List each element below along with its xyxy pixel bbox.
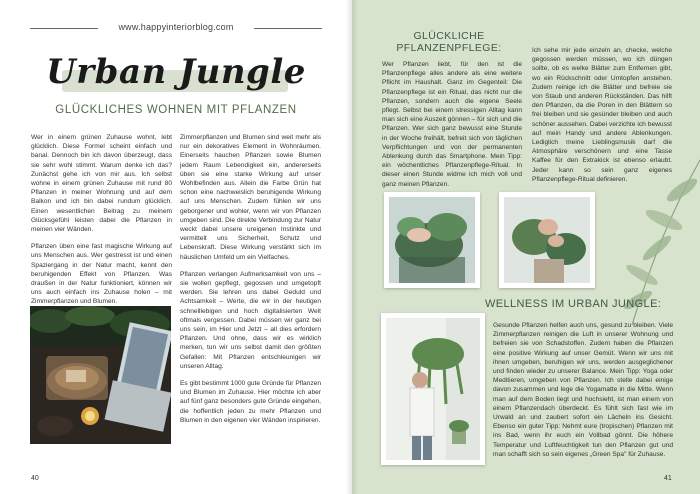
leaf-cleaning-illustration [389, 197, 475, 283]
site-url: www.happyinteriorblog.com [118, 22, 234, 32]
page-number-left: 40 [31, 475, 39, 482]
left-column-2 [180, 133, 321, 433]
page-title: Urban Jungle [46, 52, 306, 92]
paragraph: Zimmerpflanzen und Blumen sind weit mehr als nur ein dekoratives Element in Wohnräumen. Einerseits hauchen Pflanzen sowie Blumen jedem Raum Lebendigkeit ein, andererseits üben sie eine starke Wirkung auf unser Wohlbefinden aus. Allein die Farbe Grün hat schon eine nachweislich beruhigende Wirkung auf uns Menschen. Zudem fühlen wir uns geborgener und wohler, wenn wir von Pflanzen umgeben sind. Die direkte Verbindung zur Natur weckt dabei unsere ureigenen Instinkte und vermittelt uns Sicherheit, Schutz und Lebenskraft. Diese Wirkung verstärkt sich im häuslichen Umfeld um ein Vielfaches. [180, 134, 321, 261]
heading-line-1: GLÜCKLICHE [413, 30, 485, 42]
section-heading-pflanzenpflege [374, 30, 524, 54]
paragraph: Ich sehe mir jede einzeln an, checke, welche gegossen werden müssen, wo ich düngen sollte, ob es welke Blätter zum Entfernen gibt, wo ein Rückschnitt oder Umtopfen anstehen. Zudem reinige ich die Blätter und befreie sie von Staub und anderen Rückständen. Das hilft den Pflanzen, da die Poren in den Blättern so frei bleiben und sie gesünder bleiben und auch schöner aussehen. Dabei verzichte ich bewusst auf mein Handy und andere Ablenkungen. Lediglich meine Lieblingsmusik darf die Atmosphäre verschönern und eine Tasse Kaffee für den Extrakick ist ebenso erlaubt. Jeder kann so sein ganz eigenes Pflanzenpflege-Ritual definieren. [532, 47, 672, 183]
right-page [352, 0, 700, 494]
plant-care-illustration [504, 197, 590, 283]
desk-laptop-illustration [30, 306, 171, 444]
hanging-plant-illustration [386, 318, 480, 460]
heading-line-2: PFLANZENPFLEGE: [396, 42, 502, 54]
page-subtitle: GLÜCKLICHES WOHNEN MIT PFLANZEN [55, 104, 297, 116]
paragraph: Pflanzen üben eine fast magische Wirkung auf uns Menschen aus. Wer gestresst ist und einen Spaziergang in der Natur macht, kennt den beruhigenden Effekt von Pflanzen. Was draußen in der Natur funktioniert, können wir uns auch einfach ins Zuhause holen – mit Zimmerpflanzen und Blumen. [31, 243, 172, 306]
paragraph: Pflanzen verlangen Aufmerksamkeit von uns – sie wollen gepflegt, gegossen und umgetopft werden. Sie lehren uns dabei Geduld und Achtsamkeit – Werte, die wir in der heutigen schnelllebigen und hoch digitalisierten Welt oftmals vergessen. Dabei müssen wir ganz bei uns sein, im Hier und Jetzt – all dies erfordern Pflanzen. Und ohne, dass wir es wirklich merken, tun wir uns selbst damit den größten Gefallen: Mit Pflanzen entschleunigen wir unseren Alltag. [180, 270, 321, 370]
url-rule-right [254, 28, 322, 29]
left-column-1 [31, 133, 172, 315]
desk-laptop-photo [30, 306, 171, 444]
paragraph: Es gibt bestimmt 1000 gute Gründe für Pflanzen und Blumen im Zuhause. Hier möchte ich aber auf fünf ganz besonders gute Gründe eingehen, die hoffentlich jeden zu mehr Pflanzen und Blumen in den eigenen vier Wänden inspirieren. [180, 380, 321, 424]
right-column-1 [382, 60, 522, 197]
section-heading-wellness: WELLNESS IM URBAN JUNGLE: [485, 298, 662, 310]
page-number-right: 41 [664, 475, 672, 482]
leaf-cleaning-photo-frame [384, 192, 480, 288]
paragraph: Wer in einem grünen Zuhause wohnt, lebt glücklich. Diese Formel scheint einfach und banal. Dennoch bin ich davon überzeugt, dass sie sehr wohl stimmt. Warum denke ich das? Zunächst gehe ich von mir aus. Ich selbst wohne in einem grünen Zuhause mit rund 80 Pflanzen in meiner Wohnung und auf dem Balkon und ich bin dabei rundum glücklich. Einen wesentlichen Beitrag zu meinem Glücksgefühl leisten dabei die Pflanzen in meinen vier Wänden. [31, 134, 172, 234]
right-column-3 [493, 321, 673, 467]
paragraph: Gesunde Pflanzen helfen auch uns, gesund zu bleiben. Viele Zimmerpflanzen reinigen die Luft in unserer Wohnung und befreien sie von Schadstoffen. Zudem haben die Pflanzen eine positive Wirkung auf unser Gemüt. Wenn wir uns mit ihnen umgeben, beruhigen wir uns, werden ausgeglichener und finden wieder zu unserer Balance. Mein Tipp: Yoga oder Meditieren, umgeben von Pflanzen. Ich stelle dabei einige davon zusammen und lege die Yogamatte in die Mitte. Wenn man auf dem Boden liegt und hochsieht, ist man einem von einem Pflanzendach überdeckt. Es fühlt sich fast wie im Urwald an und zaubert sofort ein Lächeln ins Gesicht. Ebenso ein guter Tipp: Nehmt eure (tropischen) Pflanzen mit ins Bad, wenn ihr euch ein Vollbad gönnt. Die höhere Temperatur und Luftfeuchtigkeit tun den Pflanzen gut und man schafft sich so sein eigenes „Green Spa" für Zuhause. [493, 322, 673, 458]
paragraph: Wer Pflanzen liebt, für den ist die Pflanzenpflege alles andere als eine weitere Pflicht im Haushalt. Ganz im Gegenteil: Die Pflanzenpflege ist ein Ritual, das nicht nur die Pflanzen, sondern auch die eigene Seele pflegt. Selbst bei einem stressigen Alltag kann man sich eine Auszeit gönnen – für sich und die Pflanzen. Wer sich ganz bewusst eine Stunde in der Woche freihält, befreit sich von täglichen Verpflichtungen und von der permanenten Ablenkung durch das Smartphone. Mein Tipp: ein wöchentliches Pflanzenpflege-Ritual. In dieser einen Stunde widme ich mich voll und ganz meinen Pflanzen. [382, 61, 522, 188]
plant-care-photo-frame [499, 192, 595, 288]
hanging-plant-photo-frame [381, 313, 485, 465]
center-fold [346, 0, 358, 494]
right-column-2 [532, 46, 672, 192]
